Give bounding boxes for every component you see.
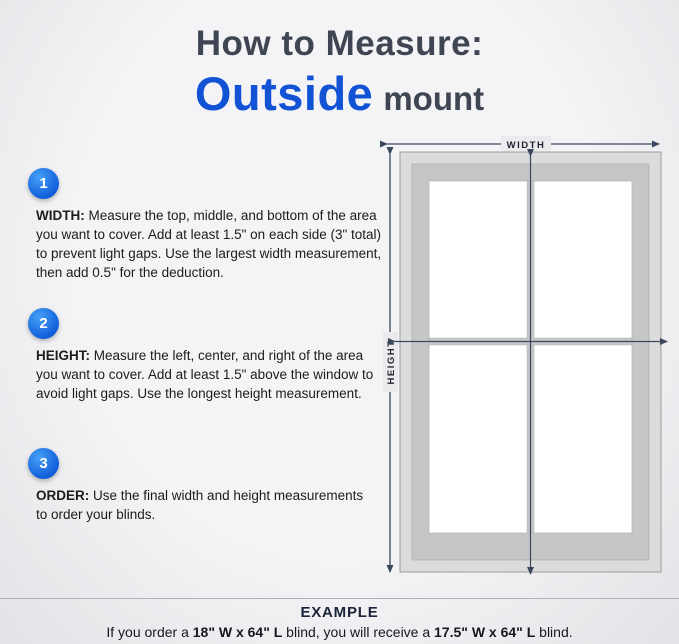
step-2-badge: 2	[28, 308, 59, 339]
step-1-badge: 1	[28, 168, 59, 199]
page-title	[0, 24, 679, 121]
example-text: If you order a 18" W x 64" L blind, you will receive a 17.5" W x 64" L blind.	[106, 624, 573, 640]
example-order-size: 18" W x 64" L	[192, 624, 283, 640]
width-measure-arrow	[387, 136, 659, 151]
step-3-label: ORDER:	[36, 488, 90, 503]
window-diagram-svg	[375, 128, 675, 594]
step-3-badge: 3	[28, 448, 59, 479]
step-1-text: WIDTH: Measure the top, middle, and bottom of the area you want to cover. Add at least 1.5" on each side (3" total) to prevent light gaps. Use the largest width measurement, then add 0.5" for the deduction.	[36, 208, 382, 281]
step-2-label: HEIGHT:	[36, 348, 90, 363]
height-measure-arrow	[383, 154, 398, 572]
step-2-text: HEIGHT: Measure the left, center, and right of the area you want to cover. Add at least 1.5" above the window to avoid light gaps. Use the longest height measurement.	[36, 348, 374, 402]
title-line1: How to Measure:	[195, 24, 484, 63]
title-mount-type: Outside	[194, 67, 374, 120]
step-3-text: ORDER: Use the final width and height measurements to order your blinds.	[36, 488, 364, 523]
height-label: HEIGHT	[386, 339, 397, 385]
step-1-label: WIDTH:	[36, 208, 85, 223]
footer-divider	[0, 598, 679, 599]
window-measure-diagram	[375, 128, 675, 594]
title-line2	[0, 66, 679, 121]
width-label: WIDTH	[506, 140, 546, 151]
example-heading: EXAMPLE	[300, 604, 379, 621]
example-receive-size: 17.5" W x 64" L	[434, 624, 536, 640]
title-mount-word: mount	[383, 80, 485, 117]
